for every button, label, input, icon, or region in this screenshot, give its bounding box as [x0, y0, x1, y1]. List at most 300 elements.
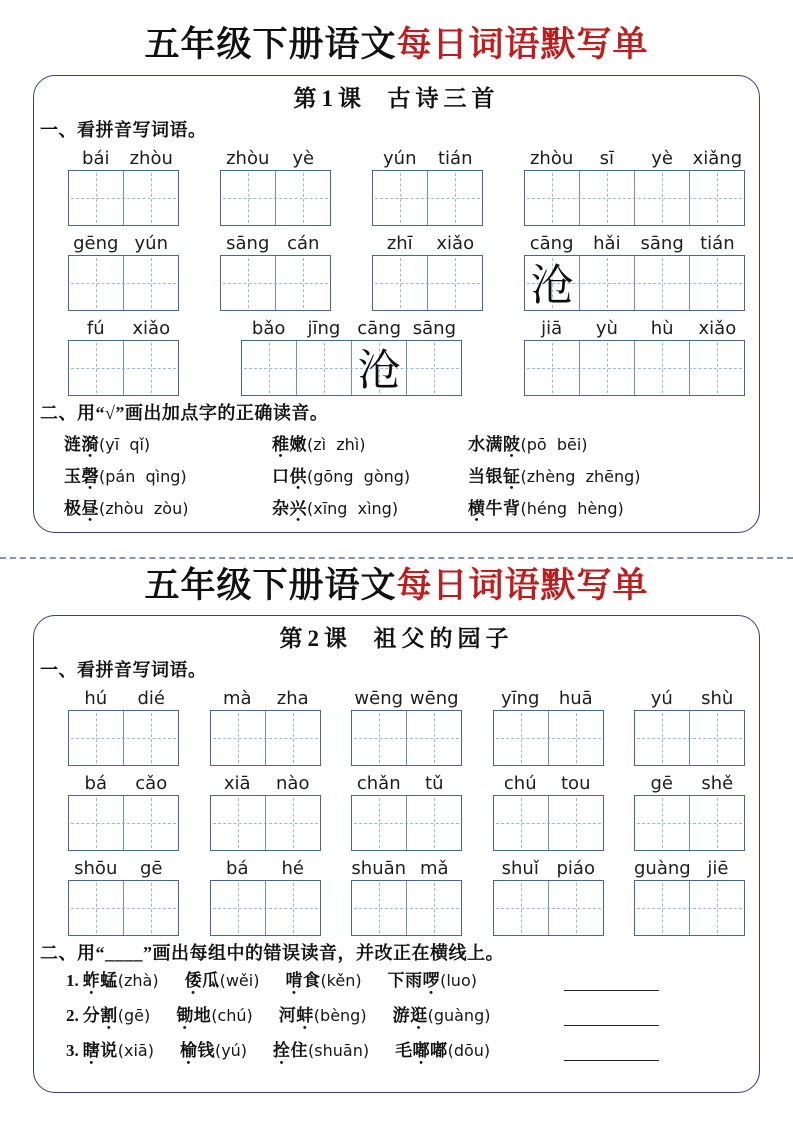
pinyin-row [34, 231, 759, 311]
writing-cell [211, 796, 265, 850]
word-item [273, 1039, 369, 1063]
word-group [351, 856, 462, 936]
pinyin-label [210, 686, 321, 708]
writing-cell [211, 711, 265, 765]
target-word [185, 971, 220, 990]
pinyin-row [34, 686, 759, 766]
pinyin-syllable: huā [558, 688, 593, 709]
pinyin-options: (pō bēi) [520, 434, 588, 454]
character: 说 [100, 1041, 118, 1060]
pinyin-syllable: yè [292, 147, 315, 169]
character: 杂 [272, 498, 290, 518]
prefilled-character: 沧 [357, 348, 401, 395]
dotted-character: 割 [100, 1006, 118, 1025]
pinyin-syllable: jiā [541, 317, 563, 339]
writing-cell [123, 796, 178, 850]
writing-cell [123, 711, 178, 765]
writing-cell [406, 341, 461, 395]
pinyin-syllable: cāng [529, 232, 574, 254]
pinyin-syllable: yún [383, 147, 417, 169]
pinyin-syllable: shě [701, 773, 734, 794]
writing-cell [352, 881, 406, 935]
character: 嫩 [289, 434, 307, 454]
word-item [83, 1039, 154, 1063]
word-item [393, 1004, 491, 1028]
writing-grid [210, 880, 321, 936]
writing-grid [68, 710, 179, 766]
pinyin-syllable: hù [650, 317, 674, 339]
writing-cell [406, 881, 461, 935]
pinyin-row [34, 856, 759, 936]
pinyin-row [34, 146, 759, 226]
pinyin-label [634, 856, 745, 878]
pinyin-syllable: shuǐ [501, 858, 539, 879]
word-group [493, 686, 604, 766]
answer-blank-line [564, 971, 659, 991]
writing-grid [351, 795, 462, 851]
word-group [220, 146, 331, 226]
dotted-character: 啃 [285, 971, 303, 990]
writing-cell [69, 711, 123, 765]
pinyin-options: (gōng gòng) [307, 466, 411, 486]
word-group [524, 316, 745, 396]
target-word [64, 499, 99, 518]
writing-cell [275, 171, 330, 225]
writing-grid [68, 170, 179, 226]
writing-grid [351, 880, 462, 936]
target-word [393, 1006, 428, 1025]
row-number: 2. [66, 1006, 79, 1025]
writing-grid [524, 255, 745, 311]
dotted-character: 昼 [81, 498, 99, 518]
writing-grid [68, 880, 179, 936]
word-group [634, 771, 745, 851]
writing-cell [296, 341, 351, 395]
character: 下 [387, 971, 406, 990]
pinyin-label [241, 316, 462, 338]
word-group [524, 231, 745, 311]
pinyin-label [634, 771, 745, 793]
dotted-character: 磬 [81, 466, 99, 486]
writing-cell [494, 711, 548, 765]
pinyin-syllable: sī [599, 147, 615, 169]
word-group [634, 856, 745, 936]
writing-grid [634, 710, 745, 766]
pinyin-syllable: gēng [73, 232, 119, 254]
lesson-2-panel [33, 615, 760, 1093]
pinyin-row [34, 771, 759, 851]
dotted-character: 啰 [422, 971, 441, 990]
word-group [372, 231, 483, 311]
word-item [64, 433, 272, 457]
writing-cell [69, 881, 123, 935]
word-item [395, 1039, 490, 1063]
pinyin-syllable: tǔ [425, 773, 444, 794]
lesson-2-correction-area [34, 969, 759, 1063]
page-title-2-red: 每日词语默写单 [396, 565, 649, 605]
pinyin-syllable: hé [281, 858, 304, 879]
word-group [220, 231, 331, 311]
word-item [83, 969, 159, 993]
writing-cell [689, 256, 744, 310]
pinyin-syllable: yè [651, 147, 673, 169]
lesson-1-pinyin-grid-area [34, 146, 759, 396]
page-title-2 [0, 559, 793, 606]
dotted-character: 蚱 [82, 971, 101, 990]
pinyin-options: (héng hèng) [520, 498, 624, 518]
character: 当 [468, 466, 486, 486]
pinyin-syllable: yīng [501, 688, 540, 709]
writing-grid [241, 340, 462, 396]
word-item [272, 465, 468, 489]
character: 涟 [64, 434, 82, 454]
writing-grid [634, 795, 745, 851]
word-item [388, 969, 477, 993]
character: 毛 [395, 1041, 413, 1060]
dotted-character: 蚌 [296, 1006, 314, 1025]
pinyin-syllable: bǎo [251, 317, 286, 339]
character: 银 [485, 466, 503, 486]
target-word [83, 1041, 118, 1060]
pinyin-syllable: yú [650, 688, 673, 709]
writing-grid [68, 340, 179, 396]
writing-cell [123, 171, 178, 225]
writing-cell [427, 256, 482, 310]
pinyin-syllable: guàng [634, 858, 691, 879]
writing-grid [210, 710, 321, 766]
word-item [279, 1004, 367, 1028]
writing-cell [525, 171, 579, 225]
word-group [68, 856, 179, 936]
character: 蜢 [100, 971, 118, 990]
pinyin-syllable: zhī [386, 232, 413, 254]
lesson-1-choice-items [34, 429, 759, 521]
dotted-character: 稚 [272, 434, 290, 454]
dotted-character: 瞎 [82, 1041, 101, 1060]
word-item [176, 1004, 253, 1028]
pinyin-options: (xīng xìng) [307, 498, 399, 518]
writing-grid [524, 340, 745, 396]
pinyin-label [351, 771, 462, 793]
target-word [180, 1041, 215, 1060]
character: 口 [272, 466, 290, 486]
pinyin-syllable: shuān [351, 858, 407, 879]
writing-cell [634, 171, 689, 225]
word-group [68, 146, 179, 226]
character: 嘟 [430, 1041, 448, 1060]
correction-row [34, 1039, 759, 1063]
writing-grid [634, 880, 745, 936]
pinyin-label [68, 231, 179, 253]
pinyin-options: (kěn) [320, 971, 362, 990]
writing-grid [372, 170, 483, 226]
pinyin-options: (dōu) [447, 1041, 491, 1060]
writing-cell [221, 171, 275, 225]
word-item [285, 969, 361, 993]
word-item [272, 497, 468, 521]
pinyin-options: (shuān) [308, 1041, 370, 1060]
pinyin-syllable: sāng [226, 232, 270, 254]
pinyin-syllable: xiǎo [698, 317, 737, 339]
target-word [176, 1006, 211, 1025]
lesson-1-section-two-label: 二、用“√”画出加点字的正确读音。 [40, 402, 329, 423]
lesson-1-panel [33, 75, 760, 533]
pinyin-label [524, 231, 745, 253]
writing-cell [275, 256, 330, 310]
writing-cell [406, 711, 461, 765]
pinyin-syllable: piáo [556, 858, 595, 879]
writing-cell [689, 881, 744, 935]
target-word [388, 971, 441, 990]
word-group [634, 686, 745, 766]
row-number: 3. [66, 1041, 79, 1060]
pinyin-syllable: xiā [223, 773, 251, 794]
target-word [273, 1041, 308, 1060]
word-group [210, 771, 321, 851]
character: 雨 [405, 971, 423, 990]
pinyin-options: (yú) [214, 1041, 248, 1060]
pinyin-syllable: bá [226, 858, 249, 879]
dotted-character: 供 [289, 466, 307, 486]
word-group [372, 146, 483, 226]
writing-cell [265, 796, 320, 850]
writing-cell [69, 796, 123, 850]
writing-grid [68, 255, 179, 311]
writing-cell [548, 881, 603, 935]
pinyin-row [34, 316, 759, 396]
character: 瓜 [202, 971, 220, 990]
pinyin-label [493, 686, 604, 708]
writing-cell [689, 796, 744, 850]
pinyin-options: (chú) [211, 1006, 253, 1025]
writing-cell [373, 171, 427, 225]
pinyin-syllable: bá [84, 773, 107, 794]
writing-cell [579, 341, 634, 395]
pinyin-syllable: hú [84, 688, 108, 709]
pinyin-syllable: fú [86, 317, 105, 339]
correction-row [34, 1004, 759, 1028]
writing-cell [427, 171, 482, 225]
target-word [272, 499, 307, 518]
word-group [351, 771, 462, 851]
writing-cell [548, 711, 603, 765]
character: 钱 [197, 1041, 215, 1060]
word-item [83, 1004, 150, 1028]
word-group [493, 856, 604, 936]
character: 游 [392, 1006, 411, 1025]
pinyin-options: (guàng) [427, 1006, 491, 1025]
pinyin-syllable: xiǎo [132, 317, 171, 339]
pinyin-options: (zhèng zhēng) [520, 466, 641, 486]
pinyin-syllable: bái [82, 147, 110, 169]
character: 地 [193, 1006, 212, 1025]
writing-cell [525, 341, 579, 395]
writing-grid [372, 255, 483, 311]
pinyin-label [68, 771, 179, 793]
character: 满 [485, 434, 503, 454]
pinyin-label [210, 856, 321, 878]
lesson-1-section-one-label: 一、看拼音写词语。 [40, 119, 207, 140]
character: 牛 [485, 498, 503, 518]
writing-cell [689, 711, 744, 765]
target-word [468, 499, 521, 518]
writing-cell [635, 796, 689, 850]
target-word [272, 467, 307, 486]
lesson-2-section-one-label: 一、看拼音写词语。 [40, 660, 207, 680]
pinyin-syllable: cǎo [135, 773, 168, 794]
writing-grid [493, 795, 604, 851]
writing-cell [494, 796, 548, 850]
writing-cell [635, 881, 689, 935]
writing-cell [69, 171, 123, 225]
pinyin-label [372, 231, 483, 253]
pinyin-syllable: zhòu [129, 147, 173, 169]
pinyin-options: (zhòu zòu) [99, 498, 189, 518]
writing-cell [525, 256, 579, 310]
pinyin-syllable: mǎ [419, 858, 449, 879]
target-word [64, 467, 99, 486]
writing-cell [221, 256, 275, 310]
pinyin-syllable: yù [595, 317, 618, 339]
answer-blank-line [564, 1041, 659, 1061]
pinyin-syllable: wēng [409, 688, 459, 709]
pinyin-label [68, 856, 179, 878]
pinyin-label [524, 146, 745, 168]
writing-cell [69, 341, 123, 395]
target-word [83, 971, 118, 990]
pinyin-syllable: chú [503, 773, 537, 794]
pinyin-syllable: yún [134, 232, 168, 254]
pinyin-syllable: gē [140, 858, 163, 879]
writing-grid [493, 710, 604, 766]
pinyin-options: (bèng) [313, 1006, 367, 1025]
pinyin-options: (yī qǐ) [99, 434, 151, 454]
pinyin-syllable: sāng [412, 317, 456, 339]
pinyin-label [372, 146, 483, 168]
character: 河 [278, 1006, 297, 1025]
word-item [468, 497, 759, 521]
target-word [64, 435, 99, 454]
writing-cell [579, 171, 634, 225]
pinyin-syllable: zha [276, 688, 309, 709]
dotted-character: 锄 [176, 1006, 194, 1025]
dotted-character: 漪 [81, 434, 99, 454]
word-group [210, 856, 321, 936]
pinyin-label [68, 146, 179, 168]
target-word [272, 435, 307, 454]
lesson-2-pinyin-grid-area [34, 686, 759, 936]
pinyin-label [351, 856, 462, 878]
pinyin-syllable: dié [137, 688, 165, 709]
pinyin-options: (gē) [117, 1006, 151, 1025]
correction-row [34, 969, 759, 993]
prefilled-character: 沧 [530, 263, 574, 310]
pinyin-syllable: jīng [307, 317, 341, 339]
target-word [285, 971, 320, 990]
word-group [68, 771, 179, 851]
pinyin-syllable: cán [287, 232, 320, 254]
writing-grid [524, 170, 745, 226]
dotted-character: 横 [468, 498, 486, 518]
writing-grid [220, 255, 331, 311]
writing-cell [265, 711, 320, 765]
word-item [468, 465, 759, 489]
lesson-2-section-two-label: 二、用“____”画出每组中的错误读音，并改正在横线上。 [40, 943, 504, 963]
pinyin-syllable: xiǎo [436, 232, 475, 254]
target-word [468, 435, 521, 454]
writing-cell [634, 256, 689, 310]
writing-cell [689, 341, 744, 395]
target-word [83, 1006, 118, 1025]
writing-grid [210, 795, 321, 851]
character: 极 [64, 498, 82, 518]
pinyin-label [68, 686, 179, 708]
word-group [524, 146, 745, 226]
writing-cell [242, 341, 296, 395]
pinyin-label [220, 231, 331, 253]
dotted-character: 陂 [503, 434, 521, 454]
pinyin-syllable: shōu [74, 858, 118, 879]
writing-cell [352, 796, 406, 850]
target-word [468, 467, 521, 486]
pinyin-syllable: shù [701, 688, 734, 709]
dotted-character: 榆 [179, 1041, 198, 1060]
writing-cell [351, 341, 406, 395]
writing-cell [123, 256, 178, 310]
pinyin-syllable: tián [700, 232, 735, 254]
answer-blank-line [564, 1006, 659, 1026]
pinyin-label [210, 771, 321, 793]
word-group [68, 231, 179, 311]
target-word [279, 1006, 314, 1025]
pinyin-syllable: nào [276, 773, 310, 794]
dotted-character: 兴 [289, 498, 307, 518]
writing-cell [634, 341, 689, 395]
pinyin-label [493, 856, 604, 878]
character: 水 [468, 434, 486, 454]
pinyin-syllable: zhòu [226, 147, 270, 169]
word-item [64, 497, 272, 521]
dotted-character: 拴 [273, 1041, 291, 1060]
pinyin-label [634, 686, 745, 708]
writing-cell [211, 881, 265, 935]
target-word [395, 1041, 448, 1060]
pinyin-syllable: hǎi [593, 232, 621, 254]
dotted-character: 嘟 [412, 1041, 431, 1060]
pinyin-label [220, 146, 331, 168]
writing-cell [352, 711, 406, 765]
pinyin-syllable: xiǎng [692, 147, 743, 169]
pinyin-options: (wěi) [219, 971, 260, 990]
character: 住 [290, 1041, 309, 1060]
page-title-2-black: 五年级下册语文 [144, 565, 397, 605]
pinyin-syllable: chǎn [356, 773, 401, 794]
writing-cell [579, 256, 634, 310]
writing-grid [68, 795, 179, 851]
page-title-red: 每日词语默写单 [396, 25, 649, 64]
lesson-2-title: 第2课 祖父的园子 [279, 626, 514, 651]
word-item [185, 969, 260, 993]
writing-grid [493, 880, 604, 936]
pinyin-options: (xiā) [117, 1041, 154, 1060]
writing-cell [69, 256, 123, 310]
pinyin-options: (pán qìng) [99, 466, 187, 486]
writing-cell [494, 881, 548, 935]
word-item [272, 433, 468, 457]
character: 食 [302, 971, 321, 990]
writing-cell [635, 711, 689, 765]
dotted-character: 逛 [410, 1006, 428, 1025]
